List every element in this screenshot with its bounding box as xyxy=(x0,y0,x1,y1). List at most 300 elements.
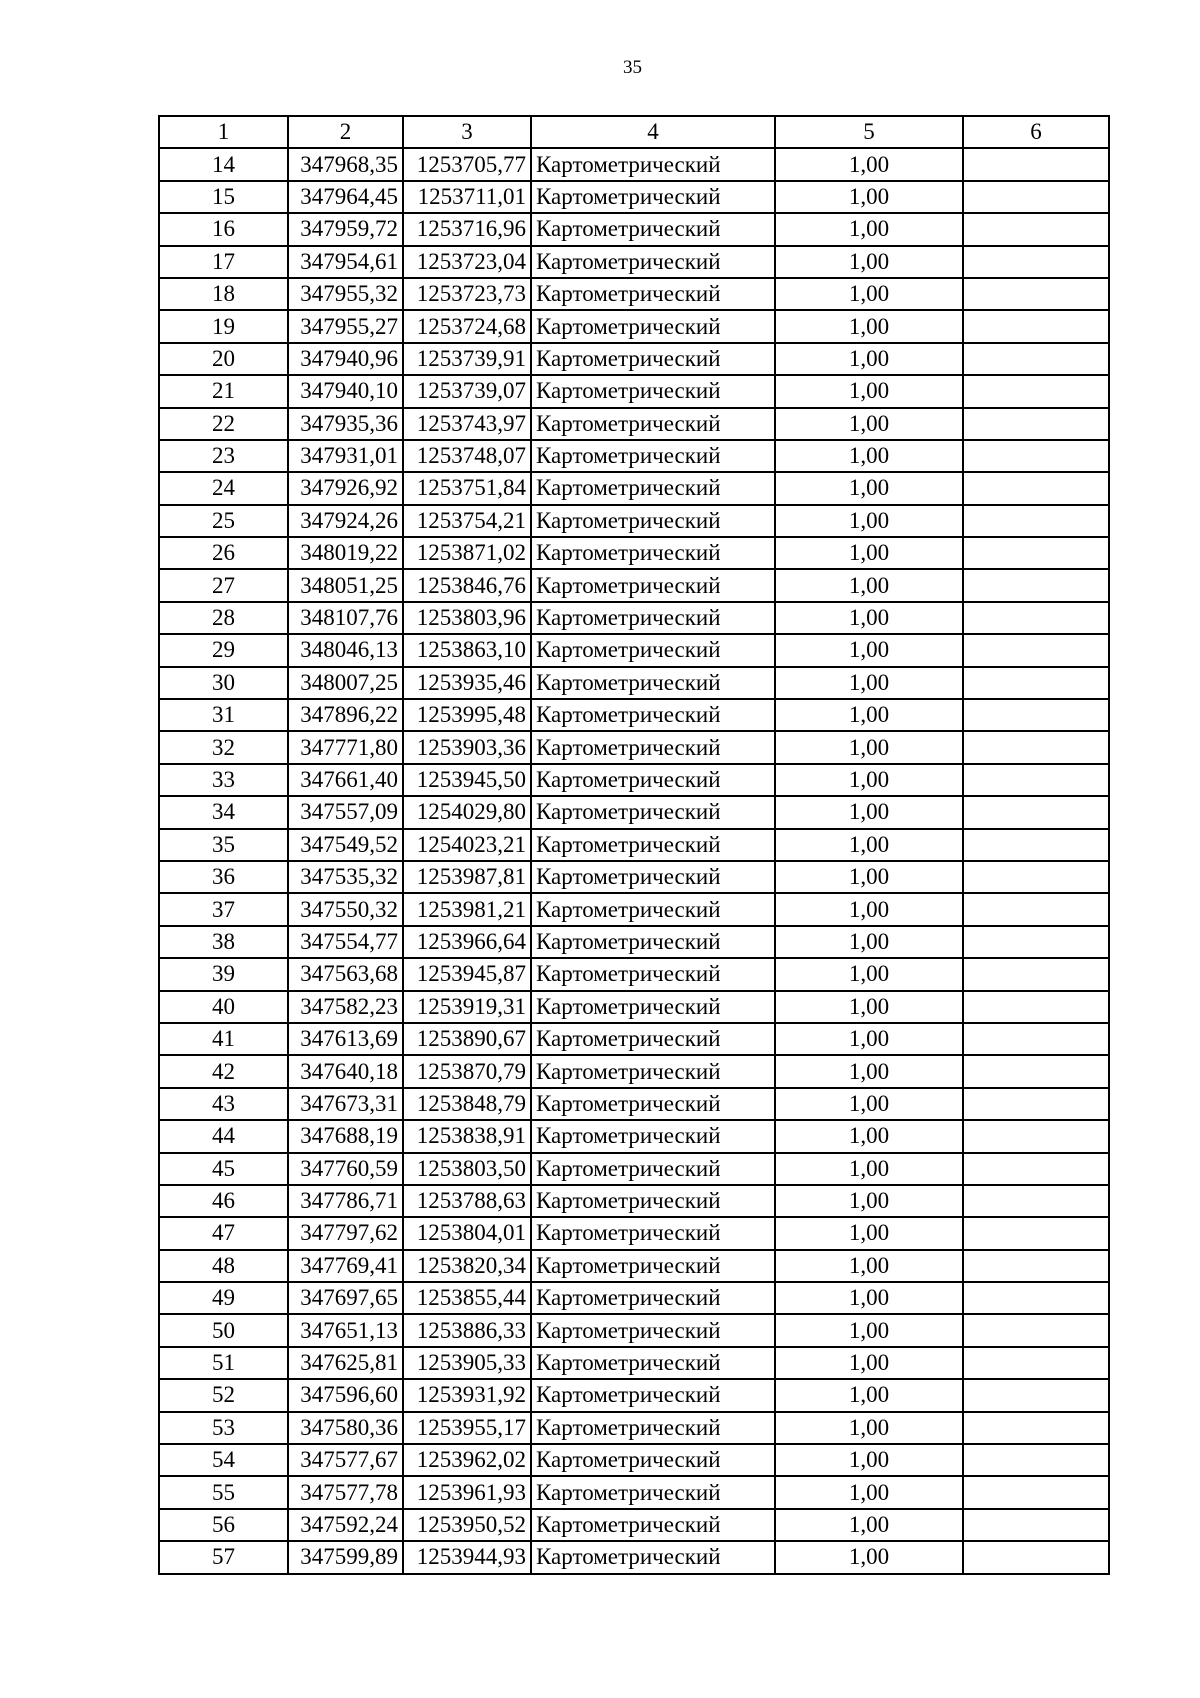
accuracy-cell: 1,00 xyxy=(775,1250,963,1282)
method-cell: Картометрический xyxy=(531,634,775,666)
y-coordinate-cell: 1253987,81 xyxy=(403,861,531,893)
point-number-cell: 55 xyxy=(159,1476,288,1508)
method-cell: Картометрический xyxy=(531,731,775,763)
header-cell-5: 5 xyxy=(775,116,963,148)
table-row xyxy=(159,181,1109,213)
x-coordinate-cell: 347563,68 xyxy=(288,958,403,990)
x-coordinate-cell: 347550,32 xyxy=(288,893,403,925)
note-cell xyxy=(963,440,1109,472)
point-number-cell: 46 xyxy=(159,1185,288,1217)
table-row xyxy=(159,310,1109,342)
y-coordinate-cell: 1253981,21 xyxy=(403,893,531,925)
point-number-cell: 34 xyxy=(159,796,288,828)
point-number-cell: 22 xyxy=(159,408,288,440)
point-number-cell: 15 xyxy=(159,181,288,213)
method-cell: Картометрический xyxy=(531,505,775,537)
point-number-cell: 28 xyxy=(159,602,288,634)
note-cell xyxy=(963,1412,1109,1444)
x-coordinate-cell: 347554,77 xyxy=(288,926,403,958)
table-row xyxy=(159,1541,1109,1573)
method-cell: Картометрический xyxy=(531,1153,775,1185)
note-cell xyxy=(963,505,1109,537)
accuracy-cell: 1,00 xyxy=(775,1444,963,1476)
x-coordinate-cell: 347661,40 xyxy=(288,764,403,796)
point-number-cell: 16 xyxy=(159,213,288,245)
table-row xyxy=(159,634,1109,666)
point-number-cell: 33 xyxy=(159,764,288,796)
note-cell xyxy=(963,991,1109,1023)
table-row xyxy=(159,505,1109,537)
y-coordinate-cell: 1253931,92 xyxy=(403,1379,531,1411)
x-coordinate-cell: 347926,92 xyxy=(288,472,403,504)
x-coordinate-cell: 347955,27 xyxy=(288,310,403,342)
y-coordinate-cell: 1253961,93 xyxy=(403,1476,531,1508)
y-coordinate-cell: 1253903,36 xyxy=(403,731,531,763)
y-coordinate-cell: 1253748,07 xyxy=(403,440,531,472)
note-cell xyxy=(963,1120,1109,1152)
table-row xyxy=(159,764,1109,796)
method-cell: Картометрический xyxy=(531,699,775,731)
x-coordinate-cell: 347625,81 xyxy=(288,1347,403,1379)
y-coordinate-cell: 1253723,73 xyxy=(403,278,531,310)
accuracy-cell: 1,00 xyxy=(775,1055,963,1087)
y-coordinate-cell: 1253890,67 xyxy=(403,1023,531,1055)
note-cell xyxy=(963,1153,1109,1185)
x-coordinate-cell: 347582,23 xyxy=(288,991,403,1023)
table-row xyxy=(159,1088,1109,1120)
method-cell: Картометрический xyxy=(531,375,775,407)
note-cell xyxy=(963,861,1109,893)
table-row xyxy=(159,829,1109,861)
table-row xyxy=(159,1120,1109,1152)
method-cell: Картометрический xyxy=(531,1444,775,1476)
note-cell xyxy=(963,1347,1109,1379)
y-coordinate-cell: 1253870,79 xyxy=(403,1055,531,1087)
y-coordinate-cell: 1253848,79 xyxy=(403,1088,531,1120)
point-number-cell: 20 xyxy=(159,343,288,375)
accuracy-cell: 1,00 xyxy=(775,375,963,407)
table-body xyxy=(159,116,1109,1574)
accuracy-cell: 1,00 xyxy=(775,537,963,569)
method-cell: Картометрический xyxy=(531,1185,775,1217)
accuracy-cell: 1,00 xyxy=(775,213,963,245)
accuracy-cell: 1,00 xyxy=(775,731,963,763)
y-coordinate-cell: 1253935,46 xyxy=(403,667,531,699)
method-cell: Картометрический xyxy=(531,667,775,699)
method-cell: Картометрический xyxy=(531,181,775,213)
point-number-cell: 38 xyxy=(159,926,288,958)
x-coordinate-cell: 347964,45 xyxy=(288,181,403,213)
x-coordinate-cell: 348019,22 xyxy=(288,537,403,569)
note-cell xyxy=(963,246,1109,278)
table-row xyxy=(159,958,1109,990)
y-coordinate-cell: 1253739,91 xyxy=(403,343,531,375)
table-row xyxy=(159,1509,1109,1541)
y-coordinate-cell: 1253944,93 xyxy=(403,1541,531,1573)
y-coordinate-cell: 1253838,91 xyxy=(403,1120,531,1152)
x-coordinate-cell: 347613,69 xyxy=(288,1023,403,1055)
table-row xyxy=(159,472,1109,504)
x-coordinate-cell: 347954,61 xyxy=(288,246,403,278)
table-row xyxy=(159,1379,1109,1411)
note-cell xyxy=(963,1541,1109,1573)
accuracy-cell: 1,00 xyxy=(775,991,963,1023)
y-coordinate-cell: 1253788,63 xyxy=(403,1185,531,1217)
y-coordinate-cell: 1253739,07 xyxy=(403,375,531,407)
table-row xyxy=(159,796,1109,828)
note-cell xyxy=(963,1055,1109,1087)
header-cell-1: 1 xyxy=(159,116,288,148)
accuracy-cell: 1,00 xyxy=(775,602,963,634)
method-cell: Картометрический xyxy=(531,991,775,1023)
note-cell xyxy=(963,1185,1109,1217)
note-cell xyxy=(963,343,1109,375)
table-row xyxy=(159,1185,1109,1217)
accuracy-cell: 1,00 xyxy=(775,569,963,601)
y-coordinate-cell: 1253724,68 xyxy=(403,310,531,342)
method-cell: Картометрический xyxy=(531,1347,775,1379)
method-cell: Картометрический xyxy=(531,796,775,828)
point-number-cell: 40 xyxy=(159,991,288,1023)
accuracy-cell: 1,00 xyxy=(775,699,963,731)
point-number-cell: 29 xyxy=(159,634,288,666)
note-cell xyxy=(963,1250,1109,1282)
table-row xyxy=(159,991,1109,1023)
method-cell: Картометрический xyxy=(531,1055,775,1087)
y-coordinate-cell: 1253871,02 xyxy=(403,537,531,569)
y-coordinate-cell: 1253711,01 xyxy=(403,181,531,213)
accuracy-cell: 1,00 xyxy=(775,408,963,440)
x-coordinate-cell: 347549,52 xyxy=(288,829,403,861)
accuracy-cell: 1,00 xyxy=(775,1023,963,1055)
note-cell xyxy=(963,148,1109,180)
point-number-cell: 32 xyxy=(159,731,288,763)
table-row xyxy=(159,1314,1109,1346)
accuracy-cell: 1,00 xyxy=(775,310,963,342)
method-cell: Картометрический xyxy=(531,1282,775,1314)
note-cell xyxy=(963,213,1109,245)
x-coordinate-cell: 347640,18 xyxy=(288,1055,403,1087)
note-cell xyxy=(963,472,1109,504)
point-number-cell: 57 xyxy=(159,1541,288,1573)
point-number-cell: 54 xyxy=(159,1444,288,1476)
y-coordinate-cell: 1253905,33 xyxy=(403,1347,531,1379)
x-coordinate-cell: 347940,96 xyxy=(288,343,403,375)
point-number-cell: 44 xyxy=(159,1120,288,1152)
point-number-cell: 30 xyxy=(159,667,288,699)
y-coordinate-cell: 1253820,34 xyxy=(403,1250,531,1282)
accuracy-cell: 1,00 xyxy=(775,1314,963,1346)
point-number-cell: 42 xyxy=(159,1055,288,1087)
method-cell: Картометрический xyxy=(531,1023,775,1055)
accuracy-cell: 1,00 xyxy=(775,1185,963,1217)
table-row xyxy=(159,148,1109,180)
table-row xyxy=(159,1347,1109,1379)
point-number-cell: 43 xyxy=(159,1088,288,1120)
x-coordinate-cell: 347769,41 xyxy=(288,1250,403,1282)
table-row xyxy=(159,1217,1109,1249)
note-cell xyxy=(963,537,1109,569)
method-cell: Картометрический xyxy=(531,310,775,342)
note-cell xyxy=(963,569,1109,601)
table-row xyxy=(159,1412,1109,1444)
table-row xyxy=(159,1055,1109,1087)
method-cell: Картометрический xyxy=(531,1120,775,1152)
table-row xyxy=(159,408,1109,440)
point-number-cell: 24 xyxy=(159,472,288,504)
point-number-cell: 31 xyxy=(159,699,288,731)
method-cell: Картометрический xyxy=(531,408,775,440)
method-cell: Картометрический xyxy=(531,343,775,375)
x-coordinate-cell: 348051,25 xyxy=(288,569,403,601)
x-coordinate-cell: 348007,25 xyxy=(288,667,403,699)
y-coordinate-cell: 1253751,84 xyxy=(403,472,531,504)
table-row xyxy=(159,278,1109,310)
y-coordinate-cell: 1253803,50 xyxy=(403,1153,531,1185)
y-coordinate-cell: 1253754,21 xyxy=(403,505,531,537)
table-row xyxy=(159,602,1109,634)
note-cell xyxy=(963,731,1109,763)
point-number-cell: 37 xyxy=(159,893,288,925)
y-coordinate-cell: 1253955,17 xyxy=(403,1412,531,1444)
coordinates-table xyxy=(158,115,1110,1575)
table-row xyxy=(159,440,1109,472)
x-coordinate-cell: 347797,62 xyxy=(288,1217,403,1249)
accuracy-cell: 1,00 xyxy=(775,634,963,666)
x-coordinate-cell: 347955,32 xyxy=(288,278,403,310)
x-coordinate-cell: 347760,59 xyxy=(288,1153,403,1185)
method-cell: Картометрический xyxy=(531,893,775,925)
note-cell xyxy=(963,1379,1109,1411)
accuracy-cell: 1,00 xyxy=(775,1476,963,1508)
method-cell: Картометрический xyxy=(531,1509,775,1541)
method-cell: Картометрический xyxy=(531,1250,775,1282)
point-number-cell: 50 xyxy=(159,1314,288,1346)
accuracy-cell: 1,00 xyxy=(775,1217,963,1249)
header-cell-2: 2 xyxy=(288,116,403,148)
x-coordinate-cell: 347771,80 xyxy=(288,731,403,763)
point-number-cell: 21 xyxy=(159,375,288,407)
x-coordinate-cell: 347577,78 xyxy=(288,1476,403,1508)
page-number: 35 xyxy=(623,57,642,78)
method-cell: Картометрический xyxy=(531,246,775,278)
note-cell xyxy=(963,1509,1109,1541)
note-cell xyxy=(963,1444,1109,1476)
point-number-cell: 51 xyxy=(159,1347,288,1379)
accuracy-cell: 1,00 xyxy=(775,1120,963,1152)
accuracy-cell: 1,00 xyxy=(775,1153,963,1185)
accuracy-cell: 1,00 xyxy=(775,1088,963,1120)
note-cell xyxy=(963,1476,1109,1508)
table-row xyxy=(159,1444,1109,1476)
method-cell: Картометрический xyxy=(531,1314,775,1346)
x-coordinate-cell: 347673,31 xyxy=(288,1088,403,1120)
accuracy-cell: 1,00 xyxy=(775,829,963,861)
point-number-cell: 56 xyxy=(159,1509,288,1541)
point-number-cell: 48 xyxy=(159,1250,288,1282)
accuracy-cell: 1,00 xyxy=(775,472,963,504)
note-cell xyxy=(963,278,1109,310)
method-cell: Картометрический xyxy=(531,278,775,310)
table-row xyxy=(159,537,1109,569)
point-number-cell: 45 xyxy=(159,1153,288,1185)
y-coordinate-cell: 1253966,64 xyxy=(403,926,531,958)
point-number-cell: 17 xyxy=(159,246,288,278)
note-cell xyxy=(963,310,1109,342)
accuracy-cell: 1,00 xyxy=(775,796,963,828)
accuracy-cell: 1,00 xyxy=(775,1509,963,1541)
table-row xyxy=(159,667,1109,699)
y-coordinate-cell: 1253716,96 xyxy=(403,213,531,245)
method-cell: Картометрический xyxy=(531,861,775,893)
method-cell: Картометрический xyxy=(531,1217,775,1249)
y-coordinate-cell: 1253945,50 xyxy=(403,764,531,796)
x-coordinate-cell: 347535,32 xyxy=(288,861,403,893)
note-cell xyxy=(963,1023,1109,1055)
y-coordinate-cell: 1253705,77 xyxy=(403,148,531,180)
table-row xyxy=(159,1153,1109,1185)
table-header-row xyxy=(159,116,1109,148)
note-cell xyxy=(963,829,1109,861)
table-row xyxy=(159,375,1109,407)
accuracy-cell: 1,00 xyxy=(775,343,963,375)
y-coordinate-cell: 1253743,97 xyxy=(403,408,531,440)
x-coordinate-cell: 347592,24 xyxy=(288,1509,403,1541)
accuracy-cell: 1,00 xyxy=(775,1412,963,1444)
x-coordinate-cell: 347580,36 xyxy=(288,1412,403,1444)
accuracy-cell: 1,00 xyxy=(775,926,963,958)
x-coordinate-cell: 347935,36 xyxy=(288,408,403,440)
y-coordinate-cell: 1253950,52 xyxy=(403,1509,531,1541)
method-cell: Картометрический xyxy=(531,1088,775,1120)
y-coordinate-cell: 1253855,44 xyxy=(403,1282,531,1314)
accuracy-cell: 1,00 xyxy=(775,764,963,796)
header-cell-6: 6 xyxy=(963,116,1109,148)
accuracy-cell: 1,00 xyxy=(775,440,963,472)
note-cell xyxy=(963,667,1109,699)
point-number-cell: 39 xyxy=(159,958,288,990)
method-cell: Картометрический xyxy=(531,1476,775,1508)
point-number-cell: 49 xyxy=(159,1282,288,1314)
note-cell xyxy=(963,893,1109,925)
point-number-cell: 47 xyxy=(159,1217,288,1249)
note-cell xyxy=(963,375,1109,407)
x-coordinate-cell: 347968,35 xyxy=(288,148,403,180)
note-cell xyxy=(963,1217,1109,1249)
accuracy-cell: 1,00 xyxy=(775,667,963,699)
header-cell-4: 4 xyxy=(531,116,775,148)
note-cell xyxy=(963,926,1109,958)
accuracy-cell: 1,00 xyxy=(775,181,963,213)
x-coordinate-cell: 347599,89 xyxy=(288,1541,403,1573)
table-row xyxy=(159,1250,1109,1282)
method-cell: Картометрический xyxy=(531,1412,775,1444)
table-row xyxy=(159,893,1109,925)
method-cell: Картометрический xyxy=(531,829,775,861)
note-cell xyxy=(963,796,1109,828)
method-cell: Картометрический xyxy=(531,1379,775,1411)
y-coordinate-cell: 1254023,21 xyxy=(403,829,531,861)
method-cell: Картометрический xyxy=(531,569,775,601)
table-row xyxy=(159,861,1109,893)
note-cell xyxy=(963,602,1109,634)
note-cell xyxy=(963,634,1109,666)
method-cell: Картометрический xyxy=(531,213,775,245)
note-cell xyxy=(963,1282,1109,1314)
note-cell xyxy=(963,1314,1109,1346)
method-cell: Картометрический xyxy=(531,958,775,990)
accuracy-cell: 1,00 xyxy=(775,893,963,925)
accuracy-cell: 1,00 xyxy=(775,1541,963,1573)
x-coordinate-cell: 347697,65 xyxy=(288,1282,403,1314)
accuracy-cell: 1,00 xyxy=(775,1347,963,1379)
table-row xyxy=(159,699,1109,731)
x-coordinate-cell: 347931,01 xyxy=(288,440,403,472)
accuracy-cell: 1,00 xyxy=(775,1379,963,1411)
header-cell-3: 3 xyxy=(403,116,531,148)
note-cell xyxy=(963,764,1109,796)
table-row xyxy=(159,1476,1109,1508)
table-row xyxy=(159,926,1109,958)
x-coordinate-cell: 347577,67 xyxy=(288,1444,403,1476)
method-cell: Картометрический xyxy=(531,537,775,569)
x-coordinate-cell: 347896,22 xyxy=(288,699,403,731)
note-cell xyxy=(963,699,1109,731)
y-coordinate-cell: 1253919,31 xyxy=(403,991,531,1023)
note-cell xyxy=(963,1088,1109,1120)
note-cell xyxy=(963,181,1109,213)
point-number-cell: 14 xyxy=(159,148,288,180)
point-number-cell: 41 xyxy=(159,1023,288,1055)
accuracy-cell: 1,00 xyxy=(775,1282,963,1314)
x-coordinate-cell: 348046,13 xyxy=(288,634,403,666)
point-number-cell: 23 xyxy=(159,440,288,472)
method-cell: Картометрический xyxy=(531,1541,775,1573)
point-number-cell: 52 xyxy=(159,1379,288,1411)
table-row xyxy=(159,1282,1109,1314)
point-number-cell: 53 xyxy=(159,1412,288,1444)
accuracy-cell: 1,00 xyxy=(775,278,963,310)
accuracy-cell: 1,00 xyxy=(775,958,963,990)
table-row xyxy=(159,1023,1109,1055)
table-row xyxy=(159,569,1109,601)
y-coordinate-cell: 1253723,04 xyxy=(403,246,531,278)
note-cell xyxy=(963,408,1109,440)
method-cell: Картометрический xyxy=(531,926,775,958)
x-coordinate-cell: 347786,71 xyxy=(288,1185,403,1217)
point-number-cell: 19 xyxy=(159,310,288,342)
y-coordinate-cell: 1253945,87 xyxy=(403,958,531,990)
table-row xyxy=(159,343,1109,375)
y-coordinate-cell: 1253863,10 xyxy=(403,634,531,666)
method-cell: Картометрический xyxy=(531,764,775,796)
accuracy-cell: 1,00 xyxy=(775,246,963,278)
x-coordinate-cell: 347924,26 xyxy=(288,505,403,537)
table-row xyxy=(159,213,1109,245)
x-coordinate-cell: 347959,72 xyxy=(288,213,403,245)
x-coordinate-cell: 348107,76 xyxy=(288,602,403,634)
y-coordinate-cell: 1253886,33 xyxy=(403,1314,531,1346)
y-coordinate-cell: 1253846,76 xyxy=(403,569,531,601)
x-coordinate-cell: 347651,13 xyxy=(288,1314,403,1346)
y-coordinate-cell: 1253804,01 xyxy=(403,1217,531,1249)
point-number-cell: 25 xyxy=(159,505,288,537)
accuracy-cell: 1,00 xyxy=(775,861,963,893)
point-number-cell: 18 xyxy=(159,278,288,310)
x-coordinate-cell: 347596,60 xyxy=(288,1379,403,1411)
y-coordinate-cell: 1253995,48 xyxy=(403,699,531,731)
point-number-cell: 35 xyxy=(159,829,288,861)
